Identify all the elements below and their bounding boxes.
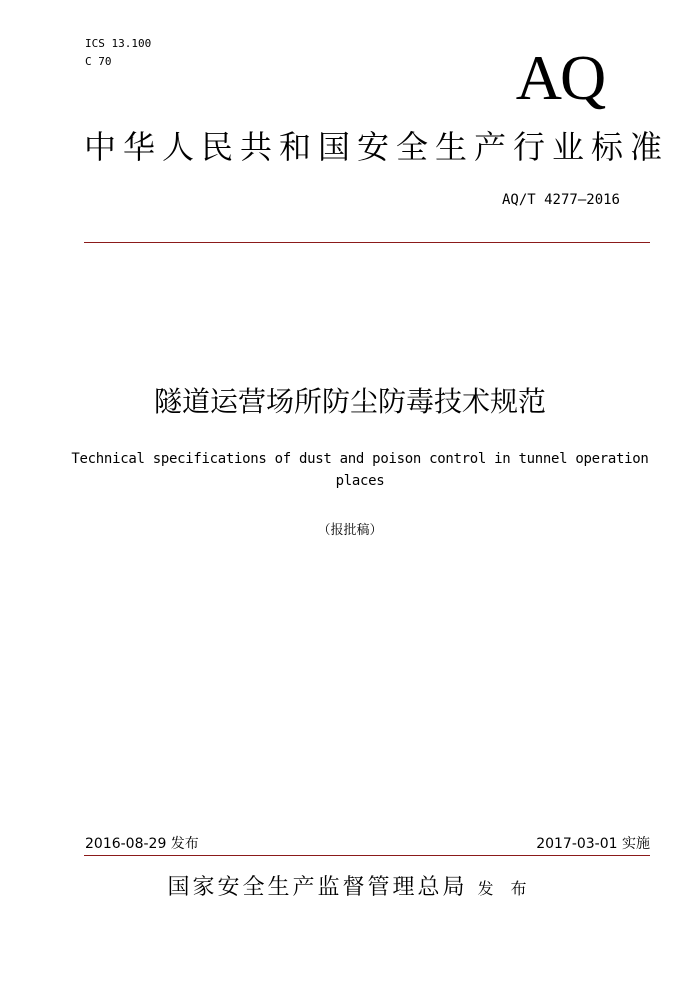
bottom-divider: [84, 855, 650, 856]
document-title-chinese: 隧道运营场所防尘防毒技术规范: [153, 385, 546, 418]
draft-status: （报批稿）: [317, 523, 383, 538]
document-title-english: Technical specifications of dust and poison control in tunnel operation places: [71, 451, 649, 489]
ics-code: ICS 13.100: [85, 37, 152, 50]
ccs-code: C 70: [85, 55, 112, 68]
aq-logo: AQ: [515, 42, 605, 113]
standard-number: AQ/T 4277—2016: [501, 192, 620, 208]
top-divider: [84, 242, 650, 243]
implement-date: 2017-03-01 实施: [536, 836, 650, 852]
standard-category-title: 中华人民共和国安全生产行业标准: [84, 128, 670, 166]
publish-date: 2016-08-29 发布: [85, 836, 199, 852]
issuer-line: [0, 873, 700, 904]
issuer-action: 发 布: [477, 879, 533, 898]
issuer-name: 国家安全生产监督管理总局: [167, 875, 468, 900]
